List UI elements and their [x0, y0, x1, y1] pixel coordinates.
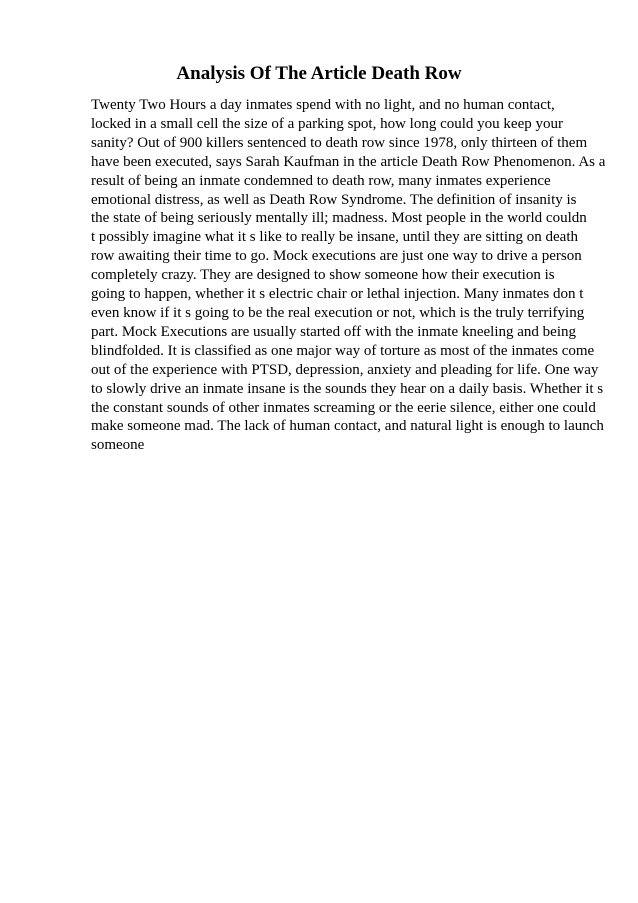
text-line: even know if it s going to be the real execution or not, which is the truly terrifying: [91, 304, 585, 321]
text-line: Twenty Two Hours a day inmates spend with no light, and no human contact,: [91, 97, 555, 113]
text-line: have been executed, says Sarah Kaufman in the article Death Row Phenomenon. As a: [91, 153, 606, 170]
text-line: completely crazy. They are designed to show someone how their execution is: [91, 267, 555, 284]
body-paragraph: [91, 96, 611, 455]
text-line: row awaiting their time to go. Mock executions are just one way to drive a person: [91, 248, 582, 265]
text-line: going to happen, whether it s electric chair or lethal injection. Many inmates don t: [91, 286, 584, 303]
text-line: the state of being seriously mentally ill; madness. Most people in the world couldn: [91, 210, 587, 227]
text-line: someone: [91, 437, 145, 454]
text-line: t possibly imagine what it s like to really be insane, until they are sitting on death: [91, 229, 578, 246]
text-line: emotional distress, as well as Death Row Syndrome. The definition of insanity is: [91, 191, 577, 208]
text-line: part. Mock Executions are usually started off with the inmate kneeling and being: [91, 323, 577, 340]
text-line: locked in a small cell the size of a parking spot, how long could you keep your: [91, 115, 563, 132]
text-line: result of being an inmate condemned to death row, many inmates experience: [91, 172, 551, 189]
text-line: make someone mad. The lack of human contact, and natural light is enough to launch: [91, 418, 604, 435]
text-line: the constant sounds of other inmates screaming or the eerie silence, either one could: [91, 399, 596, 416]
text-line: sanity? Out of 900 killers sentenced to death row since 1978, only thirteen of them: [91, 134, 588, 151]
text-line: out of the experience with PTSD, depression, anxiety and pleading for life. One way: [91, 361, 599, 378]
document-title: Analysis Of The Article Death Row: [176, 63, 462, 84]
text-line: to slowly drive an inmate insane is the sounds they hear on a daily basis. Whether it s: [91, 380, 604, 397]
text-line: blindfolded. It is classified as one major way of torture as most of the inmates come: [91, 342, 595, 359]
